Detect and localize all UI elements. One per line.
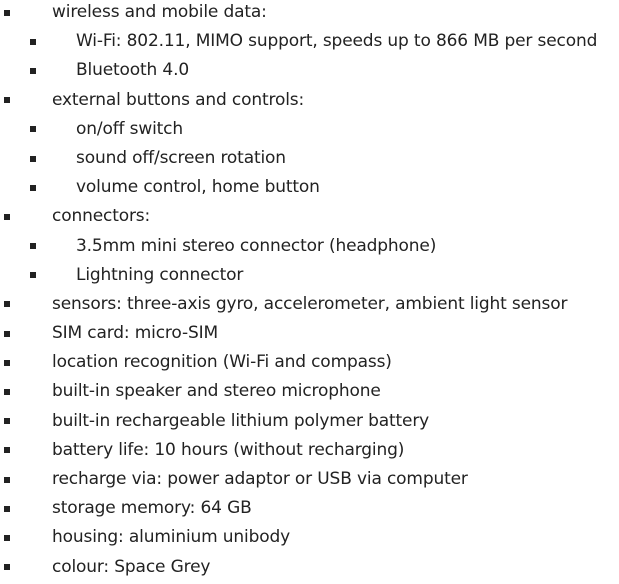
list-item <box>0 319 619 348</box>
list-item-text: connectors: <box>52 206 151 227</box>
list-item-text: volume control, home button <box>76 177 320 198</box>
list-item <box>0 0 619 27</box>
square-bullet-icon <box>4 301 10 307</box>
square-bullet-icon <box>30 68 36 74</box>
list-item-text: sensors: three-axis gyro, accelerometer, ambient light sensor <box>52 293 568 314</box>
square-bullet-icon <box>30 126 36 132</box>
list-item-text: SIM card: micro-SIM <box>52 323 218 344</box>
list-item-text: location recognition (Wi-Fi and compass) <box>52 352 392 373</box>
square-bullet-icon <box>4 535 10 541</box>
list-item-text: built-in rechargeable lithium polymer battery <box>52 410 430 431</box>
list-item-text: storage memory: 64 GB <box>52 498 252 519</box>
list-item <box>0 348 619 377</box>
sub-list-item <box>0 144 619 173</box>
square-bullet-icon <box>4 389 10 395</box>
list-item <box>0 377 619 406</box>
square-bullet-icon <box>30 272 36 278</box>
list-item <box>0 202 619 231</box>
list-item <box>0 553 619 582</box>
list-item-text: sound off/screen rotation <box>76 147 286 168</box>
sub-list-item <box>0 56 619 85</box>
square-bullet-icon <box>30 243 36 249</box>
square-bullet-icon <box>4 447 10 453</box>
list-item <box>0 436 619 465</box>
square-bullet-icon <box>4 477 10 483</box>
sub-list-item <box>0 232 619 261</box>
list-item-text: built-in speaker and stereo microphone <box>52 381 381 402</box>
list-item <box>0 86 619 115</box>
list-item-text: Bluetooth 4.0 <box>76 60 190 81</box>
list-item-text: Lightning connector <box>76 264 244 285</box>
square-bullet-icon <box>4 97 10 103</box>
list-item-text: battery life: 10 hours (without recharging) <box>52 439 405 460</box>
list-item <box>0 407 619 436</box>
square-bullet-icon <box>4 418 10 424</box>
sub-list-item <box>0 115 619 144</box>
list-item <box>0 494 619 523</box>
list-item <box>0 465 619 494</box>
list-item-text: on/off switch <box>76 118 183 139</box>
square-bullet-icon <box>4 214 10 220</box>
square-bullet-icon <box>30 39 36 45</box>
list-item <box>0 523 619 552</box>
square-bullet-icon <box>30 185 36 191</box>
list-item-text: 3.5mm mini stereo connector (headphone) <box>76 235 437 256</box>
list-item-text: external buttons and controls: <box>52 89 305 110</box>
list-item-text: recharge via: power adaptor or USB via computer <box>52 469 468 489</box>
square-bullet-icon <box>4 10 10 16</box>
list-item-text: wireless and mobile data: <box>52 2 267 22</box>
sub-list-item <box>0 261 619 290</box>
sub-list-item <box>0 173 619 202</box>
square-bullet-icon <box>4 564 10 570</box>
square-bullet-icon <box>4 506 10 512</box>
list-item-text: colour: Space Grey <box>52 556 211 577</box>
square-bullet-icon <box>4 331 10 337</box>
list-item-text: housing: aluminium unibody <box>52 527 291 548</box>
list-item <box>0 290 619 319</box>
square-bullet-icon <box>30 156 36 162</box>
sub-list-item <box>0 27 619 56</box>
list-item-text: Wi-Fi: 802.11, MIMO support, speeds up to 866 MB per second <box>76 31 598 52</box>
square-bullet-icon <box>4 360 10 366</box>
